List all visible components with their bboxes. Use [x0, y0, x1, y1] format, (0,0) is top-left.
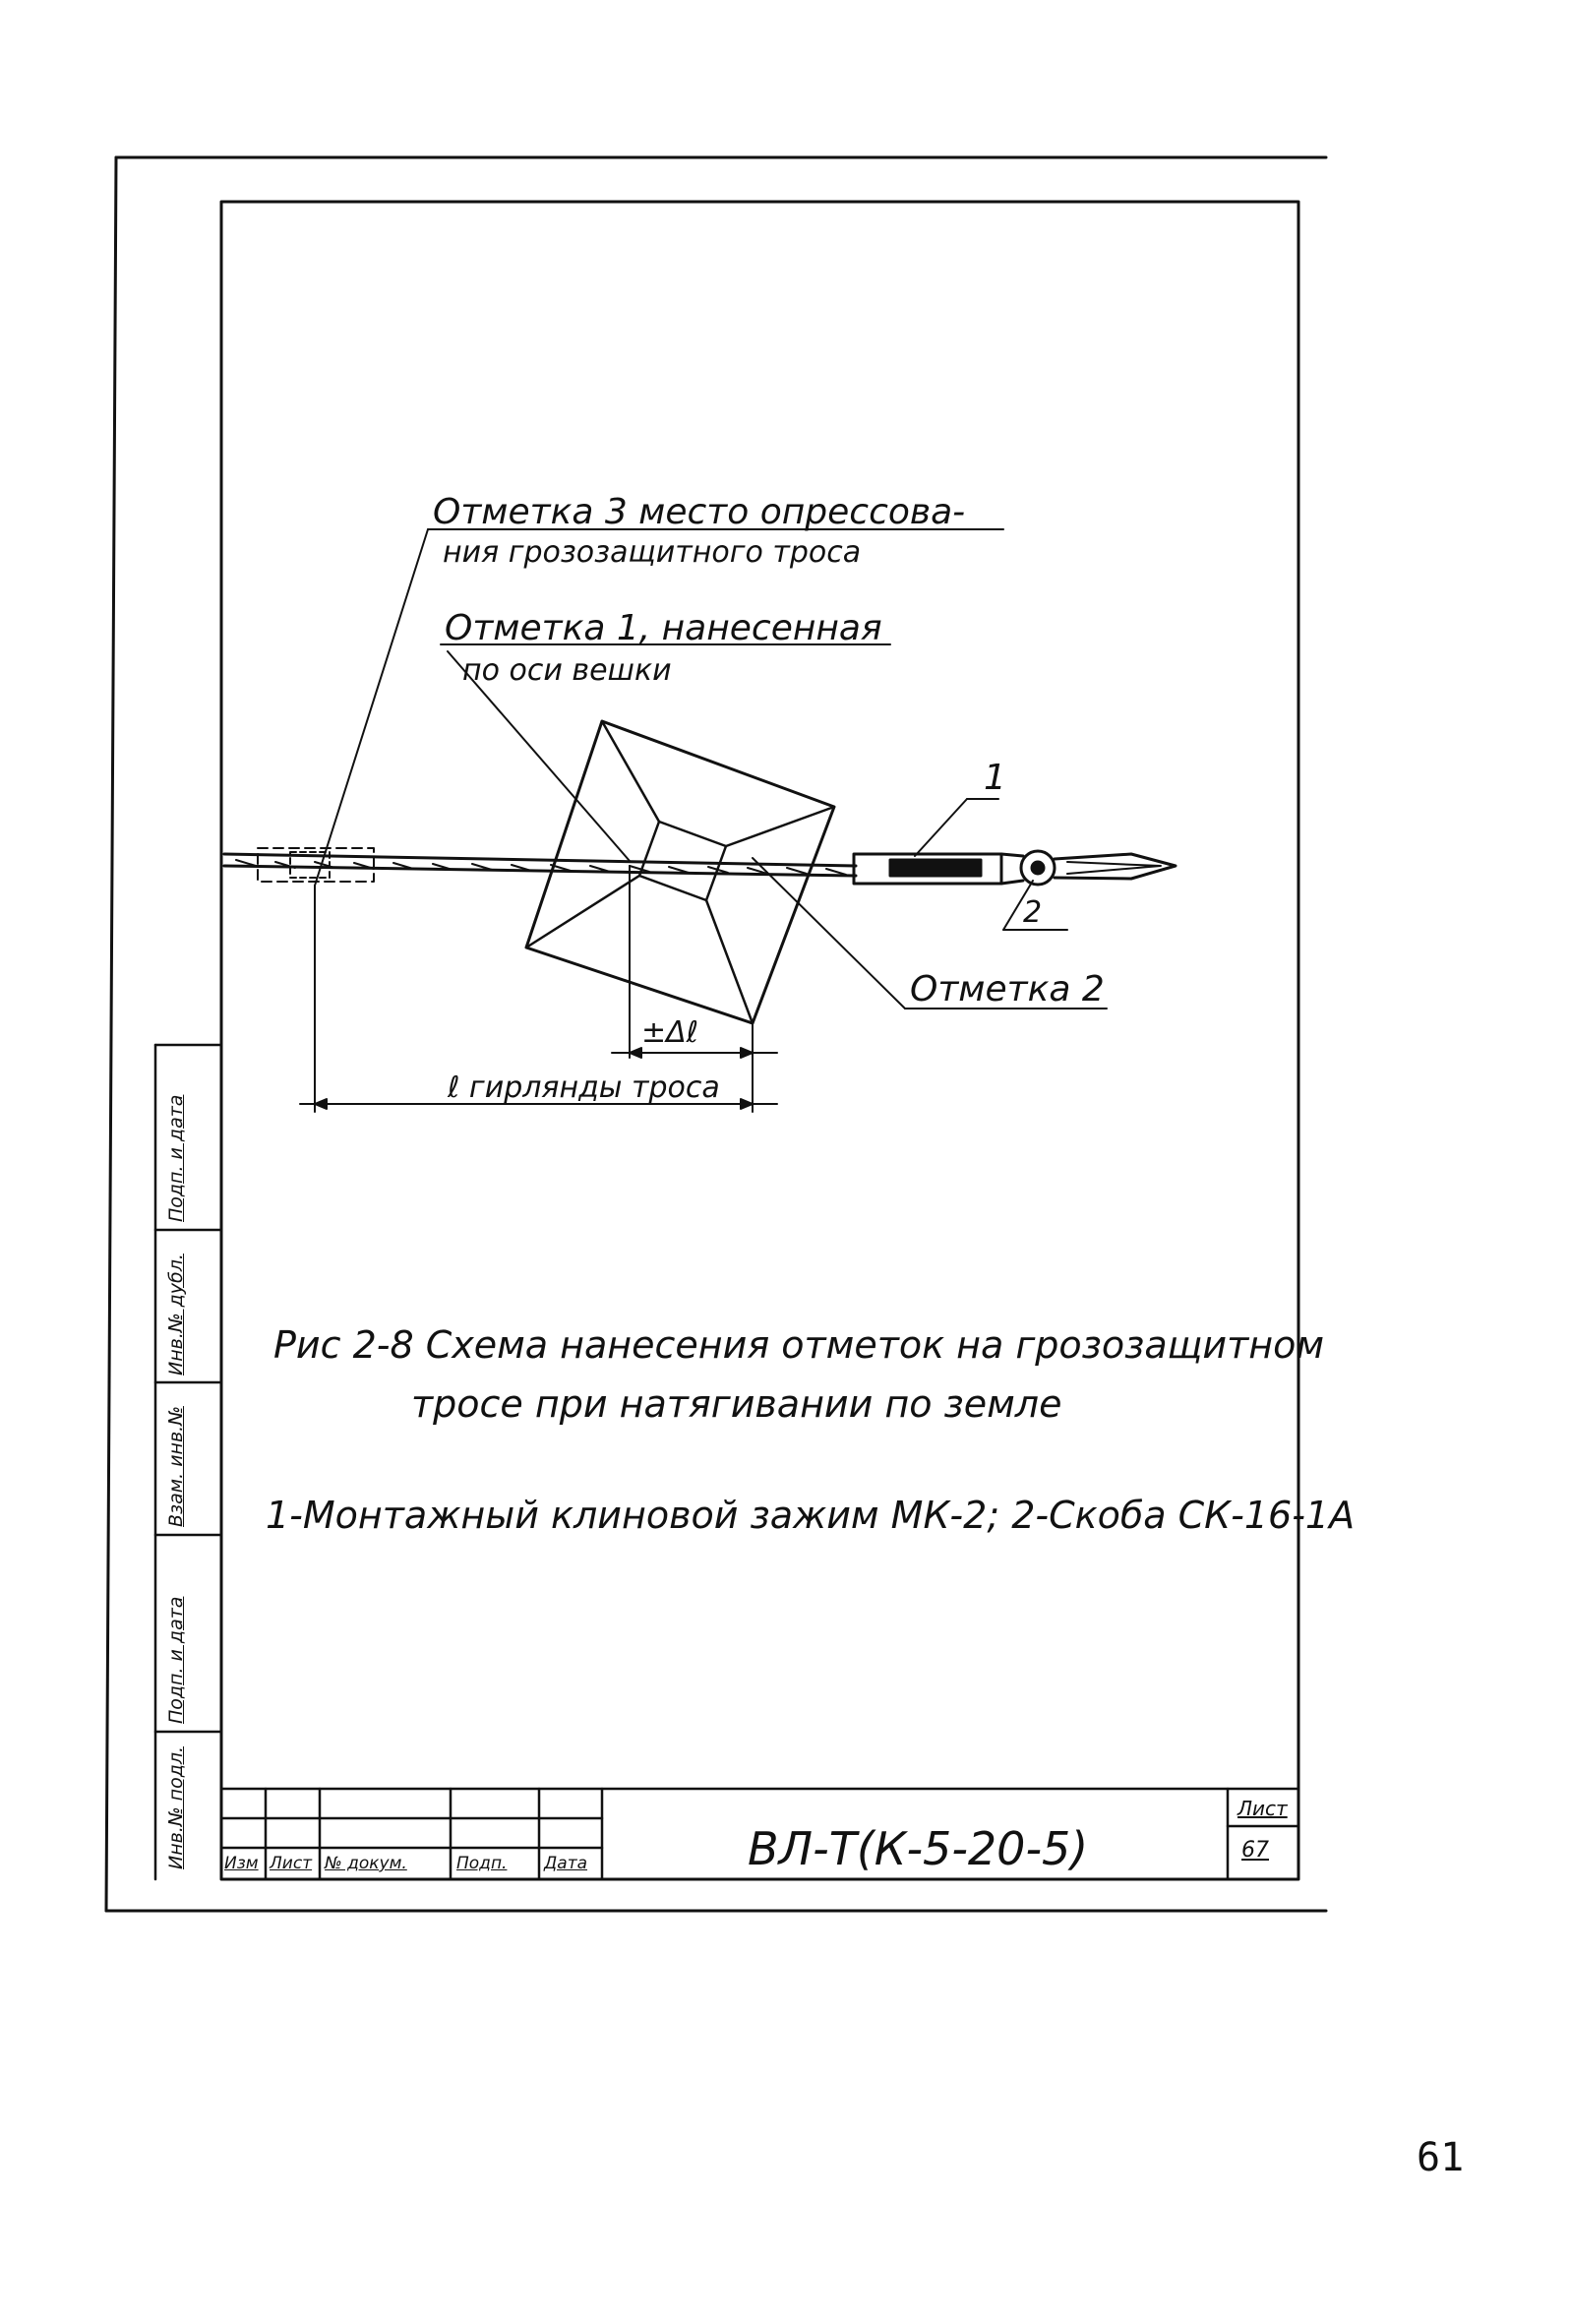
stamp-podp-data-1: Подп. и дата [165, 1596, 187, 1724]
wedge-clamp [854, 854, 1023, 884]
mark3-label-line2: ния грозозащитного троса [443, 535, 862, 570]
tb-col-podp: Подп. [456, 1854, 508, 1873]
tb-col-list: Лист [270, 1854, 313, 1873]
tb-col-izm: Изм [224, 1854, 259, 1873]
callout-1: 1 [984, 758, 1006, 798]
callout-2: 2 [1023, 895, 1043, 930]
tb-col-doc: № докум. [325, 1854, 407, 1873]
shackle [1021, 851, 1176, 885]
stamp-inv-podl: Инв.№ подл. [165, 1745, 187, 1869]
tb-col-data: Дата [544, 1854, 588, 1873]
mark1-label-line1: Отметка 1, нанесенная [445, 608, 882, 648]
tb-sheet-number: 67 [1241, 1838, 1269, 1863]
page-number: 61 [1417, 2135, 1465, 2180]
figure-legend: 1-Монтажный клиновой зажим МК-2; 2-Скоба СК-16-1А [266, 1494, 1356, 1537]
mark1-label-line2: по оси вешки [462, 653, 672, 688]
delta-l-label: ±Δℓ [641, 1015, 699, 1050]
tb-sheet-label: Лист [1237, 1797, 1288, 1820]
ground-wire [224, 848, 856, 882]
stamp-inv-dubl: Инв.№ дубл. [165, 1254, 187, 1376]
stamp-podp-data-2: Подп. и дата [165, 1094, 187, 1222]
figure-caption-line2: тросе при натягивании по земле [411, 1382, 1062, 1426]
mark3-label-line1: Отметка 3 место опрессова- [433, 492, 966, 532]
mark2-label: Отметка 2 [910, 969, 1105, 1009]
document-designation: ВЛ-Т(К-5-20-5) [748, 1822, 1089, 1875]
sheet-border-left [106, 157, 116, 1911]
drawing-frame [221, 202, 1298, 1879]
garland-length-label: ℓ гирлянды троса [448, 1070, 720, 1105]
figure-caption-line1: Рис 2-8 Схема нанесения отметок на грозозащитном [273, 1323, 1324, 1367]
stamp-vzam-inv: Взам. инв.№ [165, 1406, 187, 1527]
